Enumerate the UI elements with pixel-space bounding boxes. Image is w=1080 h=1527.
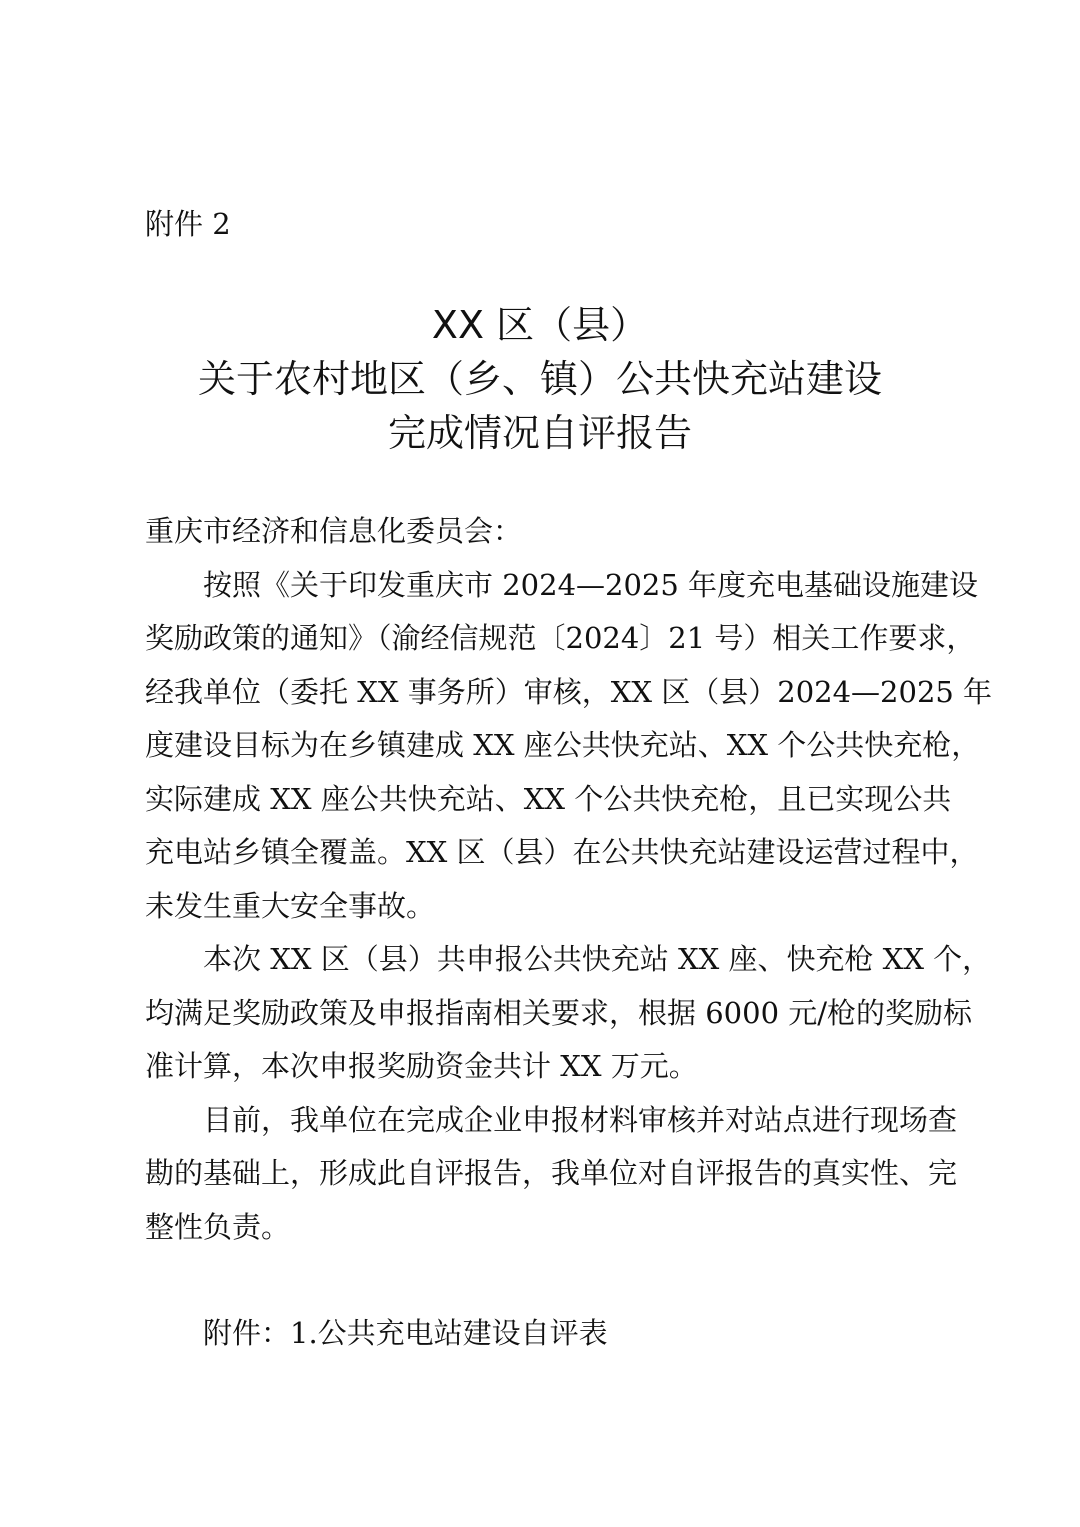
paragraph-line: 勘的基础上，形成此自评报告，我单位对自评报告的真实性、完 [145, 1156, 958, 1190]
paragraph-line: 度建设目标为在乡镇建成 XX 座公共快充站、XX 个公共快充枪， [145, 728, 981, 762]
appendix-reference: 附件：1.公共充电站建设自评表 [203, 1316, 608, 1350]
title-line-2: 关于农村地区（乡、镇）公共快充站建设 [197, 357, 882, 401]
document-body [145, 505, 993, 1361]
title-line-3: 完成情况自评报告 [387, 411, 692, 455]
attachment-label: 附件 2 [145, 207, 231, 241]
paragraph-line: 目前，我单位在完成企业申报材料审核并对站点进行现场查 [203, 1102, 958, 1137]
paragraph-1 [145, 559, 993, 934]
paragraph-line: 奖励政策的通知》（渝经信规范〔2024〕21 号）相关工作要求， [145, 621, 976, 655]
paragraph-line: 充电站乡镇全覆盖。XX 区（县）在公共快充站建设运营过程中， [145, 835, 979, 869]
paragraph-line: 准计算，本次申报奖励资金共计 XX 万元。 [145, 1049, 698, 1083]
paragraph-line: 整性负责。 [145, 1209, 291, 1244]
paragraph-line: 本次 XX 区（县）共申报公共快充站 XX 座、快充枪 XX 个， [203, 942, 992, 976]
salutation: 重庆市经济和信息化委员会： [145, 514, 523, 548]
paragraph-2 [145, 933, 992, 1094]
document-title [0, 298, 1080, 460]
paragraph-line: 实际建成 XX 座公共快充站、XX 个公共快充枪，且已实现公共 [145, 781, 952, 816]
blank-line [145, 1254, 950, 1307]
paragraph-line: 经我单位（委托 XX 事务所）审核，XX 区（县）2024—2025 年 [145, 674, 993, 709]
paragraph-line: 按照《关于印发重庆市 2024—2025 年度充电基础设施建设 [203, 567, 979, 602]
paragraph-line: 均满足奖励政策及申报指南相关要求，根据 6000 元/枪的奖励标 [145, 995, 973, 1030]
title-line-1: XX 区（县） [431, 303, 649, 347]
paragraph-3 [145, 1094, 958, 1255]
paragraph-line: 未发生重大安全事故。 [145, 888, 436, 923]
